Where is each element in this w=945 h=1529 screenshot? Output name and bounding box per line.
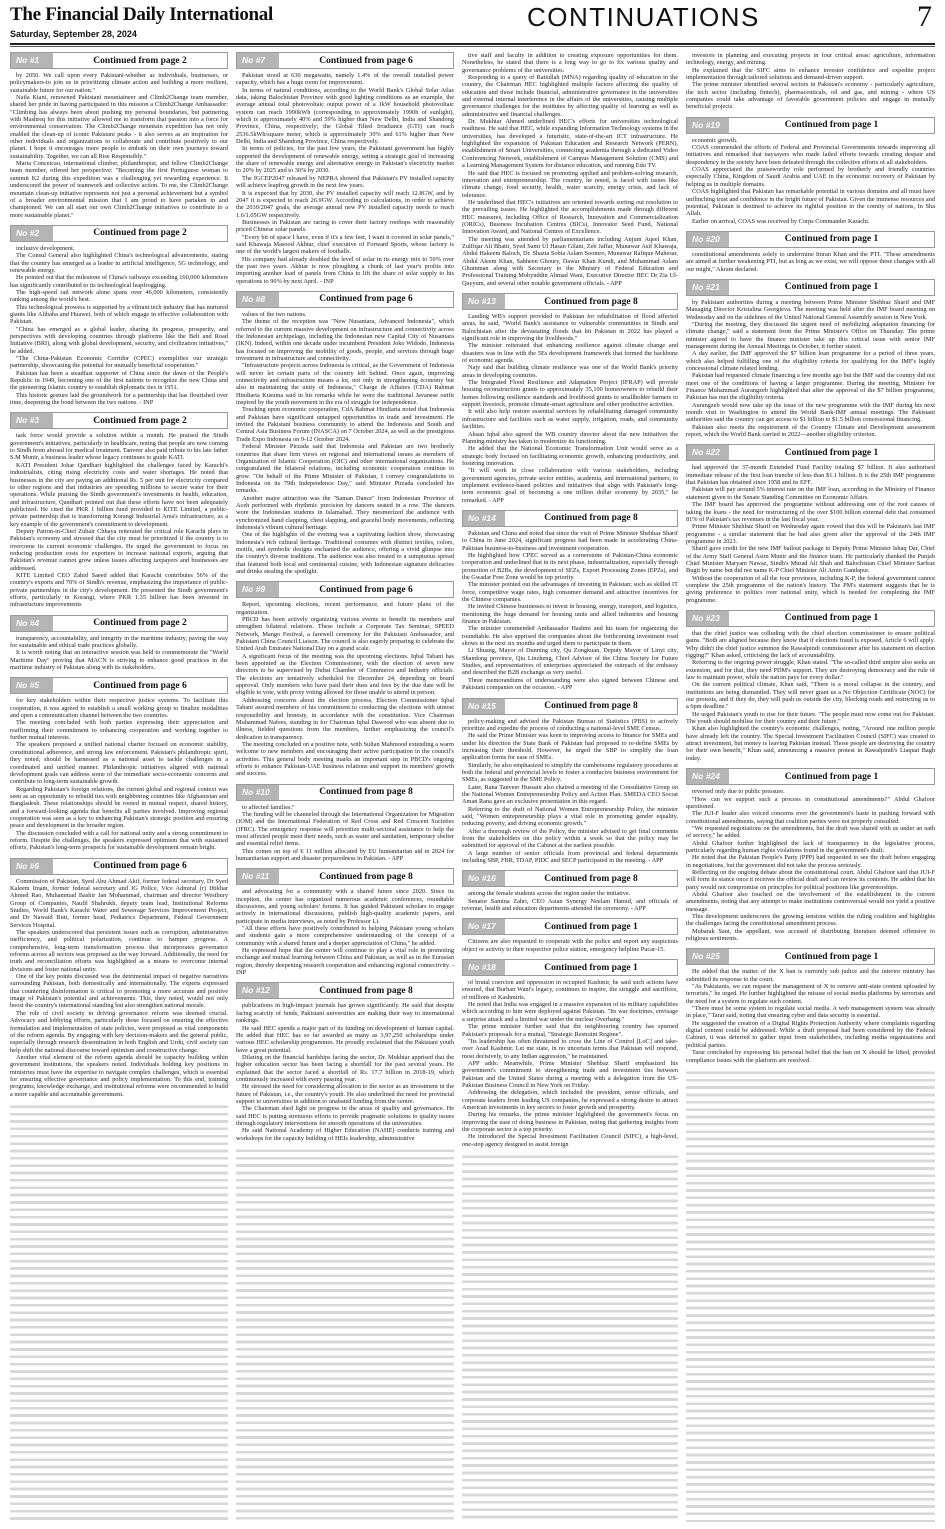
article bbox=[10, 225, 228, 407]
article-body bbox=[462, 718, 678, 865]
text-filler bbox=[236, 1148, 454, 1522]
paragraph: He said National Academy of Higher Education (NAHE) conducts training and workshops for the capacity building of HEIs leadership, administrative bbox=[236, 1127, 454, 1142]
paragraph: Reflecting on the ongoing debate about the constitutional court, Abdul Ghafoor said that JUI-F will form its stance once it receives the official draft and can review its contents. He added that his party would not compromise on principles for political positions like governorships. bbox=[686, 868, 935, 891]
continued-from-label: Continued from page 8 bbox=[319, 871, 413, 882]
paragraph: He stressed the need for considering allocation to the sector as an investment in the future of Pakistan, i.e., the country's youth. He also underlined the need for provincial support to universities in addition to unabated funding from the centre. bbox=[236, 1083, 454, 1105]
paragraph: On the current political climate, Khan said, "There is a moral collapse in the country, and institutions are being dismantled. They will never grant us a No Objection Certificate (NOC) for our protests, and if they do, they will push us outside the city, blocking roads and restricting us to a 6pm deadline." bbox=[686, 681, 935, 711]
paragraph: Referring to the ongoing power struggle, Khan stated. "The so-called third umpire also seeks an extension, and for that, they need PDM's support. They are destroying democracy and the rule of law to maintain power, while the nation pays for every dollar." bbox=[686, 659, 935, 682]
paragraph: Deputy Patron-in-Chief Zubair Chhaya reiterated the critical role Karachi plays in Pakistan's economy and stressed that the city must be prioritized if the country is to overcome its current economic challenges. He urged the government to focus on reducing production costs for exporters to increase national exports, arguing that Pakistan's revenue cannot grow unless issues affecting taxpayers and businesses are addressed. bbox=[10, 527, 228, 572]
paragraph: task force would provide a solution within a month. He praised the Sindh government's initiatives, particularly in healthcare, noting that people are now coming to Sindh from abroad for medical treatment. Tanveer also paid tribute to his late father S.M Munir, a business leader whose legacy continues to guide KATI. bbox=[10, 432, 228, 462]
article-body bbox=[462, 979, 678, 1148]
paragraph: to affected families." bbox=[242, 803, 295, 811]
paragraph: COAS commended the efforts of Federal and Provincial Governments towards improving all initiatives and remarked that naysayers who made failed efforts towards creating despair and despondency in the society have been defeated through the collective efforts of all stakeholders. bbox=[686, 144, 935, 166]
continued-from-label: Continued from page 1 bbox=[784, 613, 879, 624]
paragraph: investors in planning and executing projects in four critical areas: agriculture, information technology, energy, and mining. bbox=[686, 52, 935, 67]
paragraph: The minister reiterated that enhancing resilience against climate change and disasters was in line with the 5Es development framework that formed the backbone of economic agenda. bbox=[462, 342, 678, 365]
paragraph: Similarly, he also emphasized to simplify the cumbersome regulatory procedures at both the federal and provincial levels to foster a conducive business environment for SMEs, as suggested in the SME Policy. bbox=[462, 761, 678, 784]
article-number-tag: No #5 bbox=[11, 678, 53, 693]
article-number-tag: No #3 bbox=[11, 413, 53, 428]
paragraph: Federal Minister Pirzada said that Indonesia and Pakistan are two brotherly countries that share firm views on regional and international issues as members of Organization of Islamic Cooperation (OIC) and other international organizations. He congratulated the bilateral relations, including economic cooperation continue to grow. "On behalf of the Prime Minister of Pakistan, I convey congratulations to Indonesia on its 79th Independence Day," said Minister Pirzada concluded his remarks. bbox=[236, 443, 454, 495]
continuation-header bbox=[236, 52, 454, 69]
article bbox=[462, 918, 678, 953]
paragraph: The speakers underscored that persistent issues such as corruption, administrative inefficiency, and political polarization, continue to hamper progress. A comprehensive, long-term transformation process that incorporates governance reforms across all sectors was proposed as the way forward. Additionally, the need for truth and reconciliation efforts was highlighted as a means to overcome internal divisions and foster national unity. bbox=[10, 929, 228, 973]
paragraph: He noted that India was engaged in a massive expansion of its military capabilities which according to him were deployed against Pakistan. "Its war doctrines, envisage a surprise attack and a limited war under the nuclear Overhang." bbox=[462, 1001, 678, 1023]
article bbox=[686, 52, 935, 111]
continued-from-label: Continued from page 8 bbox=[544, 701, 638, 711]
paragraph: and advocating for a community with a shared future since 2020. Since its inception, the center has organized numerous academic conferences, roundtable discussions, and young scholars' forums. It has guided Pakistani scholars to engage actively in international discussions, publish high-quality academic papers, and participate in media interviews, as noted by Professor Li. bbox=[236, 888, 454, 925]
article-body bbox=[10, 878, 228, 1098]
paragraph: The Consul General also highlighted China's technological advancements, stating that the country has emerged as a leader in artificial intelligence, 5G technology, and renewable energy. bbox=[10, 252, 228, 274]
article-body bbox=[462, 52, 678, 287]
article-number-tag: No #23 bbox=[687, 611, 729, 626]
column-2 bbox=[236, 52, 454, 1522]
article-body bbox=[462, 890, 678, 912]
paragraph: among the female students across the region under the initiative. bbox=[468, 890, 631, 898]
continued-from-label: Continued from page 2 bbox=[93, 618, 187, 629]
article-body bbox=[686, 299, 935, 439]
continuation-header bbox=[10, 615, 228, 632]
continued-from-label: Continued from page 2 bbox=[93, 415, 187, 426]
article-number-tag: No #2 bbox=[11, 226, 53, 241]
paragraph: In terms of natural conditions, according to the World Bank's Global Solar Atlas data, taking Balochistan Province with good lighting conditions as an example, the average annual total photovoltaic output power of a 1kW household photovoltaic system can reach 1990kWh (corresponding to approximately 1990h of sunlight), which is approximately 40% and 59% higher than New Delhi, India and Shandong Province, China, respectively; the Global Tilted Irradiance (GTI) can reach 2536.5kWh/square meter, which is approximately 30% and 61% higher than New Delhi, India and Shandong Province, China respectively. bbox=[236, 86, 454, 146]
article-number-tag: No #14 bbox=[463, 511, 505, 526]
paragraph: The meeting was attended by parliamentarians including Anjum Aqeel Khan, Zulfiqar Ali Bhatti, Syed Sami Ul Hasan Gilani, Zeb Jaffar, Munawar Asif Khawaja, Abdul Hakeem Baloch, Dr. Shazia Sobia Aslam Soomro, Munawar Rafique Mahesar, Abdul Aleem Khan, Sabheen Ghoury, Dawar Khan Kundi, and Muhammad Aslam Ghumman along with Secretary to the Ministry of Federal Education and Professional Training Mohyuddin Ahmad Wani, Executive Director HEC Dr Zia Ul-Qayyum, and several other notable government officials. - APP bbox=[462, 235, 678, 287]
paragraph: "China has emerged as a global leader, sharing its progress, prosperity, and perspectives with developing countries through platforms like the Belt and Road Initiative (BRI), along with global development, security, and civilization initiatives," he added. bbox=[10, 325, 228, 355]
paragraph: had approved the 37-month Extended Fund Facility totaling $7 billion. It also authorised immediate release of the first loan tranche of less than $1.1 billion. It is the 25th IMF programme that Pakistan has obtained since 1958 and its EFF. bbox=[686, 464, 935, 487]
article-number-tag: No #18 bbox=[463, 960, 505, 975]
paragraph: values of the two nations. bbox=[242, 310, 307, 318]
paragraph: Sharif gave credit for the new IMF bailout package to Deputy Prime Minister Ishaq Dar, Chief of the Army Staff General Asim Munir and the finance team. He particularly thanked the Punjab Chief Minister Maryam Nawaz, Sindh's Murad Ali Shah and Balochistan Chief Minister Sarfraz Bugti by name but did not name K-P Chief Minister Ali Amin Gandapur. bbox=[686, 545, 935, 575]
article-body bbox=[10, 697, 228, 851]
article-body bbox=[462, 530, 678, 692]
paragraph: The minister pointed out the advantages of investing in Pakistan; such as skilled IT force, competitive wage rates, high consumer demand and attractive incentives for the Chinese companies. bbox=[462, 581, 678, 604]
paragraph: COAS highlighted that Pakistan has remarkable potential in various domains and all must have unflinching trust and confidence in the bright future of Pakistan. Given the immense resources and potential, Pakistan is destined to achieve its rightful position in the comity of nations, In Sha Allah. bbox=[686, 188, 935, 218]
paragraph: Mubarak Sani, the appellant, was accused of distributing literature deemed offensive to religious sentiments. bbox=[686, 927, 935, 943]
paragraph: The meeting concluded with both parties expressing their appreciation and reaffirming their commitment to enhancing cooperation and working together to further mutual interests. bbox=[10, 719, 228, 742]
paragraph: "Every bit of space I have, even if it's a few feet, I want it covered in solar panels," said Khawaja Masood Akhtar, chief executive of Forward Sports, whose factory is one of the world's largest makers of footballs. bbox=[236, 233, 454, 256]
paragraph: Commission of Pakistan, Syed Abu Ahmad Akif, former federal secretary, Dr Syed Kaleem Imam, former federal secretary and IG Police, Vice Admiral (r) Iftikhar Ahmed Rao, Muhammad Bashir Jan Mohammad, chairman and director Westbury Group of Companies, Naufil Shahrukh, deputy team lead, Institutional Reforms Studies, World Bank's Karachi Water and Sewerage Services Improvement Project, and Dr Nawaid Butt, former head, Pediatrics Department, Federal Government Services Hospital. bbox=[10, 877, 228, 929]
article-body bbox=[686, 788, 935, 942]
continuation-header bbox=[236, 581, 454, 598]
paragraph: The minister commended Ambassador Hashmi and his team for organizing the roundtable. He also apprised the companies about the forthcoming investment road shows in the next six months and urged them to participate in them. bbox=[462, 625, 678, 648]
paragraph: PBCD has been actively organizing various events to benefit its members and strengthen bilateral relations. These include a Corporate Tax Seminar, SPEED Network, Mango Festival, a farewell ceremony for the Pakistani Ambassador, and Pakistani China Council Liaison. The council is also eagerly preparing to celebrate the United Arab Emirates National Day on a grand scale. bbox=[236, 616, 454, 653]
paragraph: Another major attraction was the "Saman Dance" from Indonesian Province of Aceh performed with rhythmic precision by dancers seated in a row. The dancers wore the Indonesian students in Islamabad. They mesmerized the audience with synchronized hand clapping, chest slapping, and graceful body movements, reflecting Indonesia's vibrant cultural heritage. bbox=[236, 494, 454, 531]
article-number-tag: No #1 bbox=[11, 53, 53, 68]
paragraph: Pakistan and China and noted that since the visit of Prime Minister Shehbaz Sharif to China in June 2024, significant progress had been made in accelerating China-Pakistan business-to-business and investment cooperation. bbox=[462, 529, 678, 552]
article-number-tag: No #11 bbox=[237, 869, 279, 884]
paragraph: The theme of the reception was "New Nusantara, Advanced Indonesia", which referred to the current massive development on infrastructure and connectivity across the Indonesian archipelago, including the Indonesian new Capital City of Nusantara (IKN). Indeed, within one decade under incumbent President Joko Widodo, Indonesia has focused on improving the mobility of goods, people, and services through huge investment in infrastructure and connectivity. bbox=[236, 318, 454, 363]
continued-from-label: Continued from page 1 bbox=[544, 962, 638, 973]
continuation-header bbox=[10, 858, 228, 875]
paragraph: The IMF board has approved the programme without addressing one of the root causes of taking the loans - the need for restructuring of the over $100 billion external debt that consumed 81% of Pakistan's tax revenues in the last fiscal year. bbox=[686, 501, 935, 523]
article-number-tag: No #25 bbox=[687, 949, 729, 964]
paragraph: The Integrated Flood Resilience and Adaptation Project (IFRAP) will provide housing reconstruction grants to approximately 35,100 homeowners to rebuild their homes following resilience standards and livelihood grants to smallholder farmers to support livestock, promote climate-smart agriculture and other productive activities. bbox=[462, 379, 678, 409]
paragraph: "Infrastructure projects across Indonesia is critical, as the Government of Indonesia will never let certain parts of the country left behind. Once again, improving connectivity and infrastructure means a lot, not only in strengthening economy but also in maintaining the unity of Indonesia," Charge de Affaires (CDA) Rahmat Hindiarta Kusuma said in his remarks while he wore the traditional Javanese outfit inspired by the youth movement in the era of struggle for independence. bbox=[236, 362, 454, 407]
paragraph: reversed only due to public pressure. bbox=[692, 788, 785, 796]
paragraph: Report, upcoming elections, recent performance, and future plans of the organization. bbox=[236, 601, 454, 616]
article-body bbox=[686, 464, 935, 604]
article bbox=[686, 279, 935, 439]
paragraph: The meeting concluded on a positive note, with Sultan Mahmood extending a warm welcome to new members and encouraging their active participation in the council's activities. This general body meeting marks an important step in PBCD's ongoing efforts to enhance Pakistan-UAE business relations and support its members' growth and success. bbox=[236, 740, 454, 778]
paragraph: Another vital element of the reform agenda should be capacity building within government institutions, the speakers noted. Individuals holding key positions in ministries must have the expertise to navigate complex challenges, which is essential for ensuring effective governance and policy implementation. To this end, training programs, knowledge exchange, and institutional reforms were recommended to build a more capable and accountable government. bbox=[10, 1053, 228, 1098]
article bbox=[686, 444, 935, 604]
article-body bbox=[462, 313, 678, 504]
paragraph: Pakistan has been a steadfast supporter of China since the dawn of the People's Republic in 1949, becoming one of the first nations to recognize the new China and the pioneering Islamic country to establish diplomatic ties in 1951. bbox=[10, 369, 228, 392]
paragraph: policy-making and advised the Pakistan Bureau of Statistics (PBS) to actively prioritize and expedite the process of conducting a national-level SME Census. bbox=[462, 717, 678, 732]
article bbox=[236, 581, 454, 777]
paragraph: publications in high-impact journals has grown significantly. He said that despite facing scarcity of funds, Pakistani universities are making their way to international rankings. bbox=[236, 1002, 454, 1025]
article-body bbox=[10, 635, 228, 672]
article bbox=[686, 117, 935, 225]
paragraph: Dr. Mukhtar Ahmed underlined HEC's efforts for universities technological readiness. He said that HEC, while expanding Information Technology systems in the universities, has developed a futuristic, state-of-the-art ICT infrastructure. He highlighted the expansion of Pakistan Education and Research Network (PERN), establishment of Smart Universities, connecting academia through a dedicated Video Conferencing Network, establishment of Campus Management Solution (CMS) and a Learning Management System for distance education, and running Edu TV. bbox=[462, 118, 678, 170]
paragraph: The discussion concluded with a call for national unity and a strong commitment to reform. Despite the challenges, the speakers expressed optimism that with sustained efforts, Pakistan's long-term prospects for sustainable development remain bright. bbox=[10, 829, 228, 852]
article bbox=[462, 959, 678, 1148]
paragraph: Pakistan had requested climate financing a few months ago but the IMF said the country did not meet one of the conditions of having a larger programme. During the meeting, Minister for Finance Muhammad Aurangzeb highlighted that after the approval of the $7 billion programme, Pakistan has met the eligibility criteria. bbox=[686, 372, 935, 402]
paragraph: "During the meeting, they discussed the urgent need of mobilizing adaptation financing for climate change," said a statement from the Prime Minister's Office on Thursday. The prime minister agreed to have the finance minister take up this critical issue with senior IMF management during the Annual Meetings in October, it further stated. bbox=[686, 320, 935, 350]
continuation-header bbox=[10, 412, 228, 429]
continuation-header bbox=[462, 293, 678, 310]
article-number-tag: No #20 bbox=[687, 232, 729, 247]
paragraph: "As Pakistanis, we can request the management of X to remove anti-state content uploaded by terrorists," he urged. He further highlighted the misuse of social media platforms by terrorists and the need for a system to regulate such content. bbox=[686, 983, 935, 1005]
paragraph: He added that the National Economic Transformation Unit would serve as a strategic body focused on facilitating economic growth, enhancing productivity, and fostering innovation. bbox=[462, 445, 678, 467]
paragraph: by 2050. We call upon every Pakistani-whether as individuals, businesses, or policymakers-to join us in prioritizing climate action and building a more resilient, sustainable future for our nation." bbox=[10, 72, 228, 94]
continued-from-label: Continued from page 2 bbox=[93, 228, 187, 239]
paragraph: It is expected that by 2030, the PV installed capacity will reach 12.8GW, and by 2047 it is expected to reach 26.9GW. According to calculations, in order to achieve the 2030/2047 goals, the average annual new PV installed capacity needs to reach 1.6/1.05GW respectively. bbox=[236, 189, 454, 219]
paragraph: A large number of senior officials from provincial and federal departments including SBP, FBR, TDAP, PIDC and SECP participated in the meeting. - APP bbox=[462, 849, 678, 865]
paragraph: He explained that the SIFC aims to enhance investor confidence and expedite project implementation through tailored solutions and demand-driven support. bbox=[686, 66, 935, 82]
paragraph: The role of civil society in driving governance reform was deemed crucial. Advocacy and lobbying efforts, particularly those focused on ensuring the effective formulation and implementation of state policies, were proposed as vital components of the reform agenda. By engaging with key decision-makers and the general public, especially through research dissemination in both English and Urdu, civil society can help shift the national discourse toward optimism and constructive change. bbox=[10, 1009, 228, 1054]
continuation-header bbox=[462, 510, 678, 527]
article-number-tag: No #15 bbox=[463, 699, 505, 714]
article bbox=[10, 52, 228, 219]
paragraph: Li Shuang, Mayor of Dunning city, Qu Zongkuan, Deputy Mayor of Linyi city, Shandong province, Qiu Linzheng, Chief Advisor of the China Society for Future Studies, and representatives of enterprises appreciated the outreach of the embassy and described the B2B exchange as very useful. bbox=[462, 647, 678, 677]
article-body bbox=[236, 888, 454, 976]
paragraph: He noted that the Pakistan People's Party (PPP) had requested to see the draft before engaging in negotiations, but the government did not take the process seriously. bbox=[686, 854, 935, 869]
paragraph: Pakistan stood at 630 megawatts, namely 1.4% of the overall installed power capacity, which has a huge room for improvement. bbox=[236, 72, 454, 87]
continued-from-label: Continued from page 1 bbox=[784, 771, 879, 782]
masthead-rule-thin bbox=[10, 46, 935, 47]
paragraph: Naila Kiani, renowned Pakistani mountaineer and Climb2Change team member, shared her pride in having participated in this mission a Climb2Change Ambassador: "Climbing has always been about pushing my personal boundaries, but partnering with Mashreq for this initiative allowed me to transform that passion into a force for environmental conservation. The Climb2Change mountain expedition has not only enabled the clean-up of iconic Pakistani peaks - it also serves as an inspiration for other individuals and organizations to collaborate and contribute positively to our planet. I hope it encourages more people to embark on their own journeys toward sustainability. Together, we can all Rise Responsibly." bbox=[10, 94, 228, 160]
paragraph: Pakistan will pay around 5% interest rate on the IMF loan, according to the Ministry of Finance statement given to the Senate Standing Committee on Economic Affairs. bbox=[686, 486, 935, 501]
paragraph: "We requested negotiations on the amendments, but the draft was shared with us under an oath of secrecy," he added. bbox=[686, 824, 935, 840]
paragraph: One of the key points discussed was the detrimental impact of negative narratives surrounding Pakistan, both domestically and internationally. The experts expressed that countering disinformation is critical to promoting a more accurate and positive image of Pakistan's potential and achievements. This, they noted, would not only boost the country's international standing but also strengthen national morale. bbox=[10, 973, 228, 1010]
continuation-header bbox=[686, 117, 935, 134]
paragraph: KATI President Johar Qandhari highlighted the challenges faced by Karachi's industrialists, citing rising electricity costs and water shortages. He noted that businesses in the city are paying an additional Rs. 5 per unit for electricity compared to other regions and that industries are spending millions to secure water for their operations. While praising the Sindh government's investments in health, education, and infrastructure, Qandhari pointed out that these efforts have not been adequately publicized. He cited the PKR 1 billion fund provided to KITE Limited, a public-private partnership that is transforming Korangi Industrial Area's infrastructure, as a key example of the government's commitment to development. bbox=[10, 461, 228, 528]
paragraph: that the chief justice was colluding with the chief election commissioner to ensure political gains. "Both are aligned because they know that if elections fraud is exposed, Article 6 will apply. Why didn't the chief justice summon the Rawalpindi commissioner after his statement on election rigging?" Khan asked, criticising the lack of accountability. bbox=[686, 629, 935, 659]
column-1 bbox=[10, 52, 228, 1522]
paragraph: Regarding Pakistan's foreign relations, the current global and regional context was seen as an opportunity to rebuild ties with neighboring countries like Afghanistan and Bangladesh. These relationships should be rooted in mutual respect, shared history, and a forward-looking agenda that benefits all parties involved. Improving regional cooperation was seen as a key to enhancing Pakistan's strategic position and ensuring peace and development in the broader region. bbox=[10, 785, 228, 830]
paragraph: He said HEC spends a major part of its funding on development of human capital. He added that HEC has so far awarded as many as 3,97,250 scholarships under various HEC scholarship programmes. He proudly exclaimed that the Pakistani youth have a great potential. bbox=[236, 1024, 454, 1054]
paragraph: Khan also highlighted the country's economic challenges, noting, "Around one million people have already left the country. The Special Investment Facilitation Council (SIFC) was created to attract investment, but money is leaving Pakistan instead. Those people are destroying the country for their own benefit," Khan said, announcing a massive protest in Rawalpindi's Liaquat Bagh today. bbox=[686, 725, 935, 762]
article-number-tag: No #21 bbox=[687, 280, 729, 295]
article bbox=[686, 231, 935, 273]
paragraph: This development underscores the growing tensions within the ruling coalition and highlights the challenges facing the constitutional amendment process. bbox=[686, 913, 935, 928]
paragraph: Addressing the delegation, which included the president, senior officials, and corporate leaders from leading US companies, he expressed a strong desire to attract American investments in key sectors to foster growth and prosperity. bbox=[462, 1089, 678, 1111]
paragraph: Pakistan also meets the requirement of the Country Climate and Development assessment report, which the World Bank carried in 2022—another eligibility criterion. bbox=[686, 423, 935, 439]
paragraph: Businesses in Pakistan are racing to cover their factory rooftops with reasonably priced Chinese solar panels. bbox=[236, 218, 454, 234]
continuation-header bbox=[10, 677, 228, 694]
article-body bbox=[10, 72, 228, 219]
continued-from-label: Continued from page 1 bbox=[784, 282, 879, 293]
paragraph: The prime minister further said that the neighbouring country has spurned Pakistan's proposals for a mutual, "Strategic Restraint Regime". bbox=[462, 1023, 678, 1038]
article-body bbox=[236, 72, 454, 285]
paragraph: Prime Minister Shehbaz Sharif on Wednesday again vowed that this will be Pakistan's last IMF programme - a similar statement that he had also given after the approval of the 24th IMF programme in 2023. bbox=[686, 523, 935, 545]
paragraph: COAS appreciated the praiseworthy role performed by brotherly and friendly countries especially China, Kingdom of Saudi Arabia and UAE in the economic recovery of Pakistan by helping us in multiple domains. bbox=[686, 166, 935, 188]
article bbox=[236, 784, 454, 863]
continuation-header bbox=[462, 698, 678, 715]
paragraph: He introduced the Special Investment Facilitation Council (SIFC), a high-level, one-stop agency designed to assist foreign bbox=[462, 1133, 678, 1148]
continued-from-label: Continued from page 6 bbox=[93, 680, 187, 691]
continuation-header bbox=[236, 868, 454, 885]
text-filler bbox=[462, 1154, 678, 1522]
continued-from-label: Continued from page 1 bbox=[784, 120, 879, 131]
continued-from-label: Continued from page 2 bbox=[93, 55, 187, 66]
paragraph: He pointed out that the milestone of China's railways exceeding 160,000 kilometers has significantly contributed to its technological leapfrogging. bbox=[10, 274, 228, 289]
article-number-tag: No #12 bbox=[237, 983, 279, 998]
paragraph: Earlier on arrival, COAS was received by Corps Commander Karachi. bbox=[692, 217, 870, 225]
continued-from-label: Continued from page 1 bbox=[784, 447, 879, 458]
paragraph: KITE Limited CEO Zahid Saeed added that Karachi contributes 56% of the country's exports and 70% of Sindh's revenue, emphasizing the importance of public-private partnerships in the city's development. He presented the Sindh government's efforts, particularly in Korangi, where PKR 1.35 billion has been invested in infrastructure improvements bbox=[10, 571, 228, 609]
article-number-tag: No #16 bbox=[463, 871, 505, 886]
paragraph: Responding to a query of Ratiullah (MNA) regarding quality of education in the country, the Chairman HEC highlighted multiple factors affecting the quality of education and those include financial, administrative governance in the universities and external internal interference in the affairs of the universities, causing multiple governance challenges for the institutes by affecting quality of learning as well as administrative and financial challenges. bbox=[462, 74, 678, 118]
article bbox=[236, 868, 454, 976]
paragraph: "All these efforts have positively contributed to helping Pakistani young scholars and students gain a more comprehensive understanding of the concept of a community with a shared future and a deeper appreciation of China," he added. bbox=[236, 925, 454, 947]
article bbox=[236, 52, 454, 285]
paragraph: Addressing concerns about the election process, Election Commissioner Iqbal Tabani assured members of his commitment to conducting the elections with utmost responsibility and honesty, in accordance with the constitution. Vice Chairman Muhammad Nafees, standing in for Chairman Iqbal Dawood who was absent due to illness, fielded questions from the members, further emphasizing the council's dedication to transparency. bbox=[236, 696, 454, 741]
continuation-header bbox=[686, 768, 935, 785]
paragraph: "The China-Pakistan Economic Corridor (CPEC) exemplifies our strategic partnership, showcasing the potential for mutually beneficial cooperation." bbox=[10, 355, 228, 370]
article-number-tag: No #17 bbox=[463, 919, 505, 934]
paragraph: This technological prowess is supported by a vibrant tech industry that has nurtured giants like Alibaba and Huawei, both of which engage in effective collaboration with Pakistan. bbox=[10, 303, 228, 326]
continuation-header bbox=[686, 948, 935, 965]
continuation-header bbox=[462, 870, 678, 887]
paragraph: He added that the matter of the X ban is currently sub judice and the interior ministry has submitted its response to the court. bbox=[686, 968, 935, 983]
article-number-tag: No #24 bbox=[687, 769, 729, 784]
continued-from-label: Continued from page 8 bbox=[544, 513, 638, 524]
continuation-header bbox=[10, 52, 228, 69]
continuation-header bbox=[236, 291, 454, 308]
paragraph: The IGCEP2047 released by NEPRA showed that Pakistan's PV installed capacity will achieve leapfrog growth in the next few years. bbox=[236, 174, 454, 190]
text-filler bbox=[10, 1104, 228, 1522]
continuation-header bbox=[686, 610, 935, 627]
paragraph: A significant focus of the meeting was the upcoming elections. Iqbal Tabani has been appointed as the Election Commissioner, with the election of seven new directors to be supervised by Dubai Chamber of Commerce and Industry officials. The elections are tentatively scheduled for December 24, depending on board approval. Only members who have paid their dues and fees by the due date will be eligible to vote, with proxy voting allowed for those unable to attend in person. bbox=[236, 652, 454, 697]
continued-from-label: Continued from page 1 bbox=[784, 234, 879, 245]
article-body bbox=[236, 601, 454, 777]
paragraph: inclusive development. bbox=[16, 244, 75, 252]
paragraph: The prime minister identified several sectors in Pakistan's economy - particularly agriculture, the tech sector (including fintech), pharmaceuticals, oil and gas, and mining - where US companies could take advantage of favorable government policies and engage in mutually beneficial projects. bbox=[686, 81, 935, 111]
continuation-header bbox=[10, 225, 228, 242]
page-number: 7 bbox=[917, 0, 932, 33]
paragraph: Senator Samina Zahri, CEO Asian Synergy Neelam Hamid, and officials of revenue, health and education departments attended the ceremony. - APP bbox=[462, 897, 678, 913]
continued-from-label: Continued from page 8 bbox=[319, 787, 413, 798]
continued-from-label: Continued from page 8 bbox=[319, 985, 413, 996]
continuation-header bbox=[686, 444, 935, 461]
article bbox=[462, 52, 678, 287]
paragraph: This comes on top of € 11 million allocated by EU humanitarian aid in 2024 for humanitarian support and disaster preparedness in Pakistan. - APP bbox=[236, 847, 454, 862]
paragraph: APP adds: Meanwhile, Prime Minister Shehbaz Sharif emphasized his government's commitment to strengthening trade and investment ties between Pakistan and the United States during a meeting with a delegation from the US-Pakistan Business Council in New York on Friday. bbox=[462, 1059, 678, 1089]
continuation-header bbox=[236, 784, 454, 801]
article bbox=[462, 293, 678, 504]
issue-date: Saturday, September 28, 2024 bbox=[10, 29, 137, 39]
continued-from-label: Continued from page 1 bbox=[784, 951, 879, 962]
paragraph: economic growth. bbox=[692, 136, 738, 144]
article-number-tag: No #9 bbox=[237, 582, 279, 597]
article bbox=[686, 610, 935, 762]
section-title: CONTINUATIONS bbox=[527, 2, 760, 32]
paragraph: Abdul Ghafoor further highlighted the lack of transparency in the legislative process, particularly regarding human rights violations found in the government's draft. bbox=[686, 839, 935, 854]
continued-from-label: Continued from page 6 bbox=[319, 55, 413, 66]
continuation-header bbox=[462, 918, 678, 935]
article-body bbox=[462, 938, 678, 953]
paragraph: Dilating on the financial hardships facing the sector, Dr. Mukhtar apprised that the higher education sector has been facing a shortfall for the past several years. He explained that the sector faced a shortfall of Rs. 17.7 billion in 2018-19, which continuously increased with every passing year. bbox=[236, 1053, 454, 1083]
paragraph: "It will work in close collaboration with various stakeholders, including government agencies, private sector entities, academia, and international partners, to implement evidence-based policies and initiatives that align with Pakistan's long-term economic goal of becoming a one trillion dollar economy by 2035," he remarked. - APP bbox=[462, 467, 678, 504]
continued-from-label: Continued from page 6 bbox=[319, 294, 413, 305]
article-body bbox=[686, 630, 935, 762]
paragraph: Later, Rana Tanveer Hussain also chaired a meeting of the Consultative Group on the National Women Entrepreneurship Policy and Action Plan. SMEDA CEO Socrat Aman Rana gave an exclusive presentation in this regard. bbox=[462, 783, 678, 806]
paragraph: He urged Pakistan's youth to rise for their future. "The people must now come out for Pakistan. The youth should mobilise for their country and their future." bbox=[686, 710, 935, 726]
article-number-tag: No #6 bbox=[11, 859, 53, 874]
paragraph: Without the cooperation of all the four provinces, including K-P, the federal government cannot complete the 25th programme of the nation's history. The PM's statement suggests that he is giving preference to politics over national unity, which is needed for completing the IMF programme. bbox=[686, 574, 935, 604]
paragraph: transparency, accountability, and integrity in the maritime industry, paving the way for sustainable and ethical trade practices globally. bbox=[10, 634, 228, 650]
paragraph: tive staff and faculty in addition to creating exposure opportunities for them. Nonetheless, he stated that there is a long way to go to fix various quality and governance problems of the universities. bbox=[462, 52, 678, 74]
paragraph: It is worth noting that an interactive session was held to commemorate the "World Maritime Day" proving that MACN is striving to enhance good practices in the maritime industry of Pakistan along with its stakeholders. bbox=[10, 649, 228, 672]
article-number-tag: No #7 bbox=[237, 53, 279, 68]
article-number-tag: No #13 bbox=[463, 294, 505, 309]
article-body bbox=[236, 804, 454, 863]
continuation-header bbox=[462, 959, 678, 976]
continuation-header bbox=[686, 279, 935, 296]
paragraph: Three memorandums of understanding were also signed between Chinese and Pakistani companies on the occasion. - APP bbox=[462, 676, 678, 692]
article bbox=[462, 870, 678, 912]
article-body bbox=[10, 432, 228, 608]
article-body bbox=[236, 311, 454, 575]
paragraph: Ahsan Iqbal also agreed the WB country director about the new initiatives the Planning ministry has taken to modernize its functioning. bbox=[462, 430, 678, 445]
article bbox=[686, 948, 935, 1063]
paragraph: Abdul Ghafoor also touched on the involvement of the establishment in the current amendments, noting that any attempt to make institutions controversial would not yield a positive message. bbox=[686, 890, 935, 913]
article-body bbox=[686, 251, 935, 273]
newspaper-name: The Financial Daily International bbox=[10, 4, 273, 25]
paragraph: Tarar concluded by expressing his personal belief that the ban on X should be lifted, provided compliance issues with the platform are resolved. bbox=[686, 1049, 935, 1064]
paragraph: of brutal coercion and oppression in occupied Kashmir, he said such actions have ensured, that Burhan Wani's legacy, continues to inspire, the struggle and sacrifices, of millions of Kashmiris. bbox=[462, 979, 678, 1001]
paragraph: "How can we support such a process in constitutional amendments?" Abdul Ghafoor questioned. bbox=[686, 795, 935, 810]
article-number-tag: No #8 bbox=[237, 292, 279, 307]
article bbox=[462, 510, 678, 692]
paragraph: He said that HEC is focused on promoting applied and problem-solving research, innovation and entrepreneurship. The country, he noted, is faced with issues like climate change, food security, health, water scarcity, energy crisis, and lack of tolerance. bbox=[462, 169, 678, 199]
article bbox=[462, 698, 678, 865]
article-number-tag: No #22 bbox=[687, 445, 729, 460]
continued-from-label: Continued from page 6 bbox=[319, 584, 413, 595]
paragraph: by Pakistani authorities during a meeting between Prime Minister Shehbaz Sharif and IMF Managing Director Kristalina Georgieva. The meeting was held after the IMF board meeting on Wednesday and on the sidelines of the United National General Assembly session in New York. bbox=[686, 298, 935, 321]
article-body bbox=[686, 137, 935, 225]
paragraph: One of the highlights of the evening was a captivating fashion show, showcasing Indonesia's rich cultural heritage. Traditional costumes with distinct textiles, colors, motifs, and symbolic designs enchanted the audience, offering a vivid glimpse into the country's diverse traditions. The audience was also treated to a sumptuous spread that featured both local and continental cuisine, with Indonesian signature delicacies and drinks stealing the spotlight. bbox=[236, 531, 454, 575]
article bbox=[10, 677, 228, 851]
paragraph: His company had already doubled the level of solar in its energy mix to 50% over the past two years. Akhtar is now ploughing a chunk of last year's profits into importing another load of panels from China to lift the share of solar supply to his operations to 90% by next April. - INP bbox=[236, 255, 454, 285]
article bbox=[686, 768, 935, 942]
paragraph: It will also help restore essential services by rehabilitating damaged community infrastructure and facilities such as water supply, irrigation, roads, and community facilities. bbox=[462, 408, 678, 431]
article-body bbox=[686, 52, 935, 111]
paragraph: Lauding WB's support provided to Pakistan for rehabilitation of flood affected areas, he said, "World Bank's assistance to vulnerable communities in Sindh and Balochistan after the devastating floods that hit Pakistan in 2022 has played a significant role in improving the livelihoods." bbox=[462, 313, 678, 343]
paragraph: A day earlier, the IMF approved the $7 billion loan programme for a period of three years, which also helped fulfilling one of the eligibility criteria for qualifying for the IMF's highly concessional climate related lending. bbox=[686, 350, 935, 372]
paragraph: constitutional amendments solely to undermine Imran Khan and the PTI. "These amendments are aimed at further weakening PTI, but as long as we exist, we will oppose these changes with all our might," Akram declared. bbox=[686, 250, 935, 273]
continued-from-label: Continued from page 8 bbox=[544, 296, 638, 307]
paragraph: for key stakeholders within their respective justice systems. To facilitate this cooperation, it was agreed to establish a small working group to finalize modalities and open a communication channel between the two countries. bbox=[10, 697, 228, 720]
article bbox=[236, 982, 454, 1142]
paragraph: He expressed hope that the center will continue to play a vital role in promoting exchange and mutual learning between China and Pakistan, as well as in the Eurasian region, thereby deepening research cooperation and enhancing regional connectivity. - INP bbox=[236, 947, 454, 977]
article-number-tag: No #19 bbox=[687, 118, 729, 133]
paragraph: Citizens are also requested to cooperate with the police and report any suspicious object or activity to their respective police station, emergency helpline Pucar-15. bbox=[462, 938, 678, 953]
article-number-tag: No #4 bbox=[11, 616, 53, 631]
article-number-tag: No #10 bbox=[237, 785, 279, 800]
paragraph: In terms of policies, for the past few years, the Pakistani government has highly supported the development of renewable energy, setting a strategic goal of increasing the share of renewable energy and alternative energy in Pakistan's electricity market to 20% by 2025 and to 30% by 2030. bbox=[236, 145, 454, 175]
column-3 bbox=[462, 52, 678, 1522]
text-filler bbox=[686, 1070, 935, 1522]
article-body bbox=[10, 245, 228, 407]
column-4 bbox=[686, 52, 935, 1522]
article bbox=[236, 291, 454, 575]
paragraph: The funding will be channeled through the International Organization for Migration (IOM) and the International Federation of Red Cross and Red Crescent Societies (IFRC). The emergency response will prioritize multi-sectoral assistance to help the most affected people meet their needs, such as water and sanitation, temporary shelter and essential relief items. bbox=[236, 810, 454, 848]
paragraph: Najy said that building climate resilience was one of the World Bank's priority areas in developing countries. bbox=[462, 364, 678, 379]
paragraph: Touching upon economic cooperation, CdA Rahmat Hindiarta noted that Indonesia and Pakistan have significant untapped opportunities in trade and investment. He invited the Pakistani business community to attend the Indonesia and South and Central Asia Business Forum (INASCA) on 7 October 2024, as well as the prestigious Trade Expo Indonesia on 9-12 October 2024. bbox=[236, 406, 454, 443]
continuation-header bbox=[236, 982, 454, 999]
paragraph: He invited Chinese businesses to invest in housing, energy, transport, and logistics, mentioning the huge demand for housing units and allied industries and housing finance in Pakistan. bbox=[462, 603, 678, 626]
paragraph: The JUI-F leader also voiced concerns over the government's haste in pushing forward with constitutional amendments, saying that coalition parties were not properly consulted. bbox=[686, 810, 935, 825]
paragraph: This historic gesture laid the groundwork for a partnership that has flourished over time, deepening the bond between the two nations. - INP bbox=[10, 391, 228, 407]
paragraph: The Chairman shed light on progress in the areas of quality and governance. He said HEC is putting strenuous efforts to provide pragmatic solutions to quality issues through regulatory interventions for smooth operations of the universities. bbox=[236, 1105, 454, 1127]
paragraph: After a thorough review of the Policy, the minister advised to get final comments from the stakeholders on this policy within a week so that the policy may be submitted for approval of the Cabinet at the earliest possible. bbox=[462, 827, 678, 850]
article-body bbox=[686, 968, 935, 1063]
paragraph: Aurangzeb would now take up the issue of the new programme with the IMF during his next month visit to Washington to attend the World Bank-IMF annual meetings. The Pakistani authorities said the country can get access to $1 billion to $1.5 billion concessional financing. bbox=[686, 401, 935, 424]
article bbox=[10, 858, 228, 1098]
paragraph: He suggested the creation of a Digital Rights Protection Authority where complaints regarding digital content could be addressed. While a draft proposal had been considered by the Federal Cabinet, it was deferred to gather input from stakeholders, including media organisations and political parties. bbox=[686, 1019, 935, 1049]
continued-from-label: Continued from page 6 bbox=[93, 861, 187, 872]
paragraph: Referring to the draft of National Women Entrepreneurship Policy, the minister said, "Women entrepreneurship plays a vital role in promoting gender equality, reducing poverty, and driving economic growth." bbox=[462, 805, 678, 828]
paragraph: "There must be some system to regulate social media. A web management system was already in place," Tarar said, noting that ensuring cyber and data security is essential. bbox=[686, 1005, 935, 1020]
continued-from-label: Continued from page 8 bbox=[544, 873, 638, 884]
paragraph: The speakers proposed a unified national charter focused on economic stability, constitutional adherence, and strong law enforcement. Pakistan's philanthropic spirit, they noted, should be harnessed as a national asset to tackle challenges in a coordinated and unified manner. Philanthropic initiatives aligned with national development goals can address some of the immediate socio-economic concerns and contribute to long-term sustainable growth. bbox=[10, 741, 228, 786]
article-body bbox=[236, 1002, 454, 1142]
paragraph: "Its leadership has often threatened to cross the Line of Control [LoC] and take-over Azad Kashmir. Let me state, in no uncertain terms that Pakistan will respond, most decisively, to any Indian aggression," he maintained. bbox=[462, 1037, 678, 1060]
masthead-rule bbox=[10, 43, 935, 45]
paragraph: Maria Conceicao, international climber, philanthropist, and fellow Climb2Change team member, offered her perspective: "Becoming the first Portuguese woman to summit K2 during this expedition was a challenging yet rewarding experience. It underscored the power of teamwork and collective action. To me, the Climb2Change mountain clean-up initiative represents not just a personal achievement but a symbol of a broader environmental mission that I am proud to have partaken in and championed. We can all start our own Climb2Change initiatives to contribute to a more sustainable planet." bbox=[10, 160, 228, 219]
continued-from-label: Continued from page 1 bbox=[544, 921, 638, 932]
paragraph: During his remarks, the prime minister highlighted the government's focus on improving the ease of doing business in Pakistan, noting that gathering insights from the corporate sector is a top priority. bbox=[462, 1111, 678, 1133]
article bbox=[10, 615, 228, 672]
article bbox=[10, 412, 228, 608]
continuation-header bbox=[686, 231, 935, 248]
paragraph: He highlighted how CPEC served as a cornerstone of Pakistan-China economic cooperation and underlined that in its next phase, industrialization, especially through promotion of B2Bs, the development of SEZs, Export Processing Zones (EPZs), and the Gwadar Free Zone would be top priority. bbox=[462, 551, 678, 581]
paragraph: He underlined that HEC's initiatives are oriented towards sorting out resolution to the prevailing issues. He highlighted the accomplishments made through different HEC measures, including Office of Research, Innovation and Commercialization (ORICs), Business Incubation Centres (BICs), Innovator Seed Fund, National Innovation Award, and National Centres of Excellence. bbox=[462, 198, 678, 236]
paragraph: The high-speed rail network alone spans over 46,000 kilometers, consistently ranking among the world's best. bbox=[10, 288, 228, 304]
paragraph: He said the Prime Minister was keen to improving access to finance for SMEs and under his direction the State Bank of Pakistan had proposed to re-define SMEs by increasing their threshold. However, he urged the SBP to simplify the loan application forms for ease of SMEs. bbox=[462, 732, 678, 762]
